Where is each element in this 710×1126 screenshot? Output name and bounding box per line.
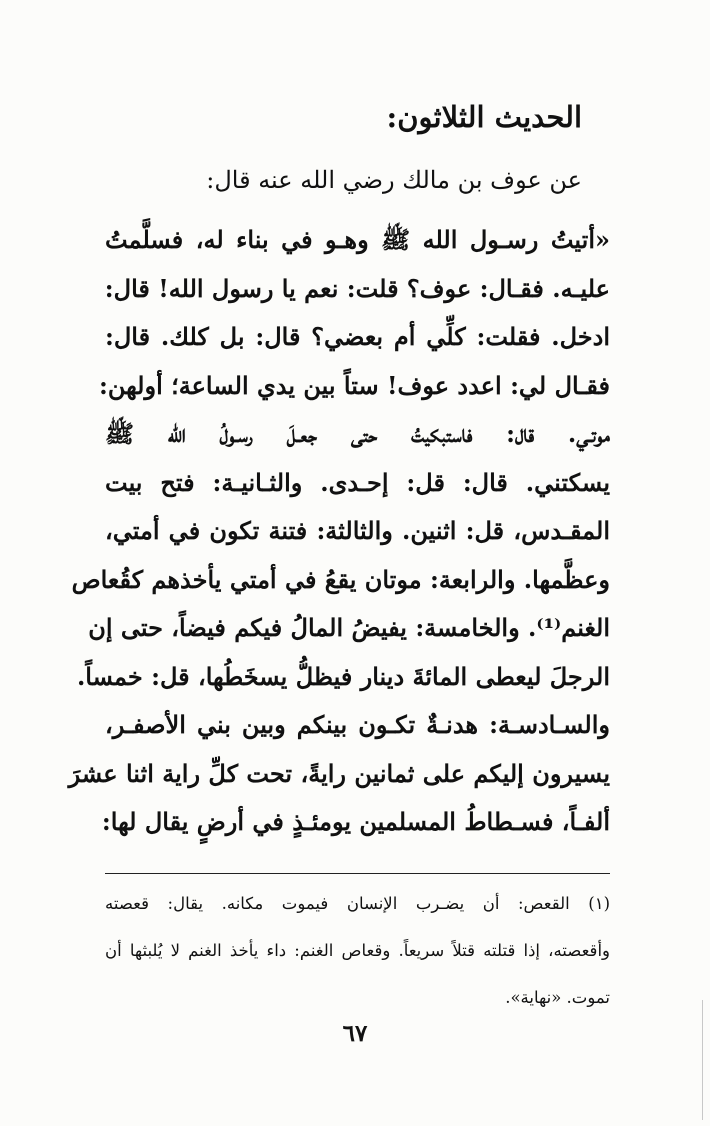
- hadith-line: «أتيتُ رسـول الله ﷺ وهـو في بناء له، فسلَّمتُ: [105, 225, 610, 254]
- hadith-line: يسكتني. قال: قل: إحـدى. والثـانيـة: فتح بيت: [105, 467, 610, 497]
- hadith-line: فقـال لي: اعدد عوف! ستاً بين يدي الساعة؛ أولهن:: [98, 370, 610, 400]
- page-edge-shadow: [702, 1000, 703, 1120]
- hadith-line: موتـي. قال: فاستبكيتُ حتى جعـلَ رسـولُ الله ﷺ: [105, 419, 610, 448]
- hadith-line: المقـدس، قل: اثنين. والثالثة: فتنة تكون في أمتي،: [105, 516, 610, 545]
- hadith-line: ألفـاً، فسـطاطُ المسلمين يومئـذٍ في أرضٍ يقال لها:: [101, 807, 610, 836]
- hadith-line: وعظَّمها. والرابعة: موتان يقعُ في أمتي يأخذهم كقُعاص: [71, 564, 610, 594]
- hadith-line: ادخل. فقلت: كلِّي أم بعضي؟ قال: بل كلك. قال:: [105, 322, 610, 351]
- hadith-text: [68, 216, 610, 847]
- hadith-line: عليـه. فقـال: عوف؟ قلت: نعم يا رسول الله! قال:: [104, 273, 610, 303]
- footnote-line: (١) القعص: أن يضـرب الإنسان فيموت مكانه. يقال: قعصته: [105, 894, 610, 913]
- footnotes: [105, 880, 610, 1021]
- footnote-line: وأقعصته، إذا قتلته قتلاً سريعاً. وقعاص الغنم: داء يأخذ الغنم لا يُلبثها أن: [105, 941, 610, 960]
- hadith-line: والسـادسـة: هدنـةٌ تكـون بينكم وبين بني الأصفـر،: [105, 710, 610, 739]
- page-number: ٦٧: [342, 1020, 368, 1047]
- hadith-line: الرجلَ ليعطى المائةَ دينار فيظلُّ يسخَطُها، قل: خمساً.: [76, 661, 610, 691]
- hadith-line: يسيرون إليكم على ثمانين رايةً، تحت كلِّ راية اثنا عشرَ: [68, 758, 610, 788]
- narrator-line: عن عوف بن مالك رضي الله عنه قال:: [206, 166, 582, 194]
- footnote-line: تموت. «نهاية».: [505, 988, 610, 1007]
- hadith-line: الغنم⁽¹⁾. والخامسة: يفيضُ المالُ فيكم فيضاً، حتى إن: [88, 613, 610, 642]
- chapter-title: الحديث الثلاثون:: [386, 100, 582, 134]
- footnote-divider: [105, 873, 610, 874]
